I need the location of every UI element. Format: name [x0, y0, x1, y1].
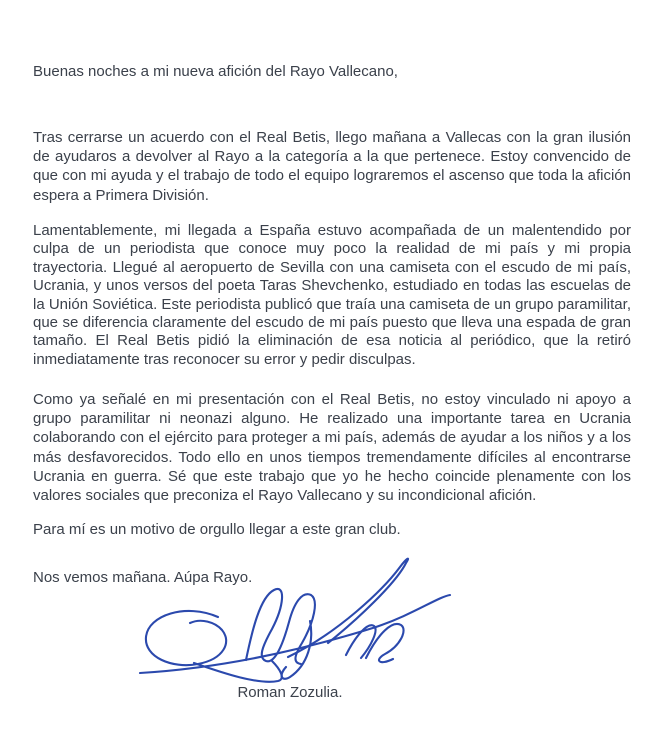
- paragraph-arrival: Tras cerrarse un acuerdo con el Real Betis, llego mañana a Vallecas con la gran ilusión de ayudaros a devolver al Rayo a la categoría a la que pertenece. Estoy convencido de que con mi ayuda y el trabajo de todo el equipo lograremos el ascenso que toda la afición espera a Primera División.: [33, 129, 631, 204]
- paragraph-misunderstanding: Lamentablemente, mi llegada a España estuvo acompañada de un malentendido por culpa de un periodista que conoce muy poco la realidad de mi país y mi propia trayectoria. Llegué al aeropuerto de Sevilla con una camiseta con el escudo de mi país, Ucrania, y unos versos del poeta Taras Shevchenko, estudiado en todas las escuelas de la Unión Soviética. Este periodista publicó que traía una camiseta de un grupo paramilitar, que se diferencia claramente del escudo de mi país puesto que lleva una espada de gran tamaño. El Real Betis pidió la eliminación de esa noticia al periódico, que la retiró inmediatamente tras reconocer su error y pedir disculpas.: [33, 222, 631, 368]
- greeting-line: Buenas noches a mi nueva afición del Rayo Vallecano,: [33, 63, 398, 80]
- farewell-line: Nos vemos mañana. Aúpa Rayo.: [33, 569, 253, 586]
- pride-line: Para mí es un motivo de orgullo llegar a este gran club.: [33, 521, 401, 538]
- paragraph-values: Como ya señalé en mi presentación con el Real Betis, no estoy vinculado ni apoyo a grupo paramilitar ni neonazi alguno. He realizado una importante tarea en Ucrania colaborando con el ejército para proteger a mi país, además de ayudar a los niños y a los más desfavorecidos. Todo ello en unos tiempos tremendamente difíciles al encontrarse Ucrania en guerra. Sé que este trabajo que yo he hecho coincide plenamente con los valores sociales que preconiza el Rayo Vallecano y su incondicional afición.: [33, 391, 631, 505]
- signatory-name: Roman Zozulia.: [237, 684, 343, 701]
- handwritten-signature-icon: [128, 545, 468, 690]
